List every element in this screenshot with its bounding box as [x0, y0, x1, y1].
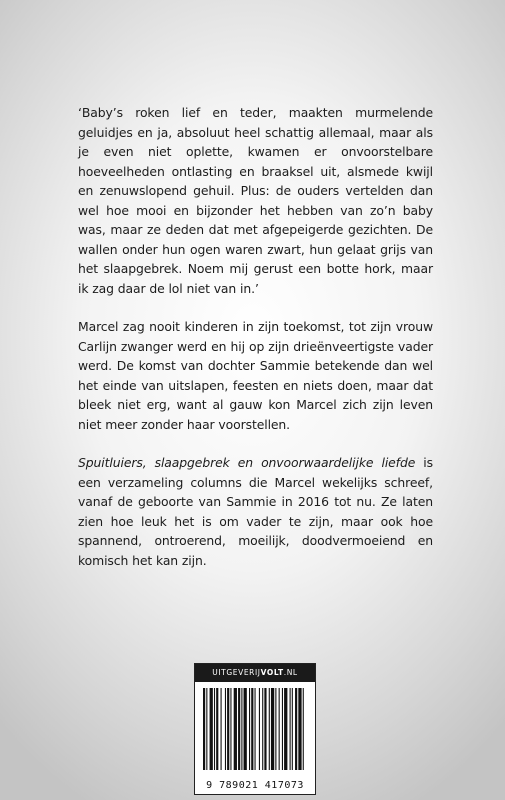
- book-title-italic: Spuitluiers, slaapgebrek en onvoorwaardelijke liefde: [78, 455, 416, 470]
- barcode-bar: [259, 688, 260, 770]
- barcode-bar: [255, 688, 256, 770]
- publisher-name: UITGEVERIJ: [212, 668, 261, 677]
- barcode-bar: [292, 688, 293, 770]
- barcode-bar: [234, 688, 237, 770]
- barcode-bar: [225, 688, 226, 770]
- barcode-bar: [249, 688, 250, 770]
- barcode-bar: [221, 688, 222, 770]
- blurb-summary-paragraph: [78, 453, 433, 570]
- barcode-icon: [203, 688, 306, 770]
- blurb-summary-text: is een verzameling columns die Marcel wekelijks schreef, vanaf de geboorte van Sammie in 2016 tot nu. Ze laten zien hoe leuk het is om vader te zijn, maar ook hoe spannend, ontroerend, moeilijk, doodvermoeiend en komisch het kan zijn.: [78, 455, 433, 568]
- barcode-bar: [271, 688, 274, 770]
- barcode-bar: [269, 688, 270, 770]
- barcode-bar: [216, 688, 218, 770]
- barcode-bar: [264, 688, 266, 770]
- back-cover-blurb: [78, 103, 433, 589]
- barcode-bar: [262, 688, 263, 770]
- barcode-bar: [303, 688, 304, 770]
- publisher-name-bold: VOLT: [260, 668, 284, 677]
- barcode-bar: [298, 688, 301, 770]
- barcode-bar: [214, 688, 215, 770]
- barcode-bar: [284, 688, 287, 770]
- blurb-story-paragraph: Marcel zag nooit kinderen in zijn toekomst, tot zijn vrouw Carlijn zwanger werd en hij op zijn drieënveertigste vader werd. De komst van dochter Sammie betekende dan wel het einde van uitslapen, feesten en niets doen, maar dat bleek niet erg, want al gauw kon Marcel zich zijn leven niet meer zonder haar voorstellen.: [78, 319, 433, 432]
- barcode-bar: [210, 688, 213, 770]
- barcode-bar: [206, 688, 207, 770]
- barcode-bar: [203, 688, 205, 770]
- barcode-bar: [244, 688, 247, 770]
- barcode-bar: [251, 688, 253, 770]
- barcode-bar: [227, 688, 229, 770]
- blurb-quote-paragraph: ‘Baby’s roken lief en teder, maakten murmelende geluidjes en ja, absoluut heel schattig allemaal, maar als je even niet oplette, kwamen er onvoorstelbare hoeveelheden ontlasting en braaksel uit, alsmede kwijl en zenuwslopend gehuil. Plus: de ouders vertelden dan wel hoe mooi en bijzonder het hebben van zo’n baby was, maar ze deden dat met afgepeigerde gezichten. De wallen onder hun ogen waren zwart, hun gelaat grijs van het slaapgebrek. Noem mij gerust een botte hork, maar ik zag daar de lol niet van in.’: [78, 105, 433, 296]
- isbn-number: 9 789021 417073: [206, 780, 304, 791]
- barcode-bar: [290, 688, 291, 770]
- publisher-domain: .NL: [283, 668, 298, 677]
- barcode-bar: [241, 688, 242, 770]
- barcode-bar: [279, 688, 280, 770]
- barcode-bar: [230, 688, 231, 770]
- barcode-bar: [238, 688, 240, 770]
- barcode-bar: [295, 688, 297, 770]
- barcode-bar: [282, 688, 283, 770]
- barcode-box: [194, 663, 316, 795]
- publisher-strip: [195, 664, 315, 682]
- barcode-bar: [275, 688, 276, 770]
